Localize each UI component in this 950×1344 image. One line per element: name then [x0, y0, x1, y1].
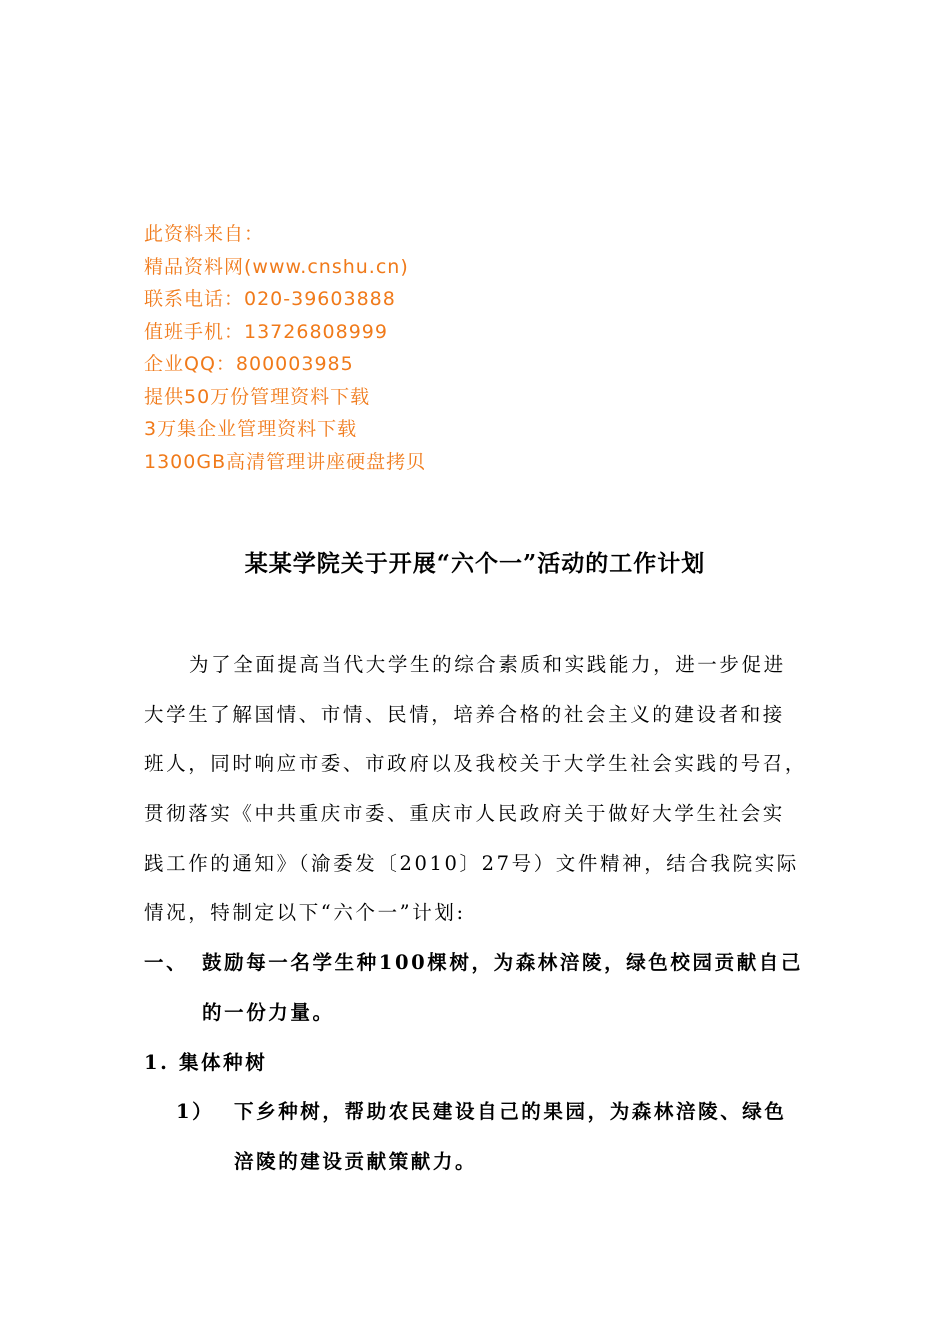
source-offer-line: 1300GB高清管理讲座硬盘拷贝: [144, 450, 427, 473]
section-text: 鼓励每一名学生种100棵树，为森林涪陵，绿色校园贡献自己: [202, 951, 804, 975]
source-info-block: [144, 218, 564, 478]
source-qq-line: 企业QQ：800003985: [144, 353, 354, 375]
list-item-number: 1）: [176, 1100, 215, 1124]
intro-paragraph-line: 贯彻落实《中共重庆市委、重庆市人民政府关于做好大学生社会实: [144, 802, 785, 826]
source-line: 此资料来自：: [144, 223, 265, 245]
intro-paragraph-line: 践工作的通知》（渝委发〔2010〕27号）文件精神，结合我院实际: [144, 851, 799, 875]
document-body: [144, 640, 814, 1187]
intro-paragraph-line: 为了全面提高当代大学生的综合素质和实践能力，进一步促进: [189, 653, 786, 676]
subsection-heading: 1. 集体种树: [144, 1050, 268, 1074]
section-text-continued: 的一份力量。: [202, 1000, 335, 1024]
section-heading: [144, 938, 814, 988]
source-website-line: 精品资料网(www.cnshu.cn): [144, 255, 409, 278]
document-title: 某某学院关于开展“六个一”活动的工作计划: [244, 550, 706, 577]
intro-paragraph-line: 大学生了解国情、市情、民情，培养合格的社会主义的建设者和接: [144, 702, 785, 726]
source-offer-line: 3万集企业管理资料下载: [144, 418, 358, 440]
source-phone-line: 联系电话：020-39603888: [144, 288, 396, 310]
list-item: [144, 1087, 814, 1137]
source-mobile-line: 值班手机：13726808999: [144, 320, 388, 343]
intro-paragraph-line: 情况，特制定以下“六个一”计划:: [144, 901, 466, 925]
list-item-text: 下乡种树，帮助农民建设自己的果园，为森林涪陵、绿色: [234, 1100, 787, 1124]
list-item-text-continued: 涪陵的建设贡献策献力。: [234, 1149, 478, 1173]
section-number: 一、: [144, 951, 189, 975]
source-offer-line: 提供50万份管理资料下载: [144, 385, 371, 408]
intro-paragraph-line: 班人，同时响应市委、市政府以及我校关于大学生社会实践的号召，: [144, 752, 808, 776]
